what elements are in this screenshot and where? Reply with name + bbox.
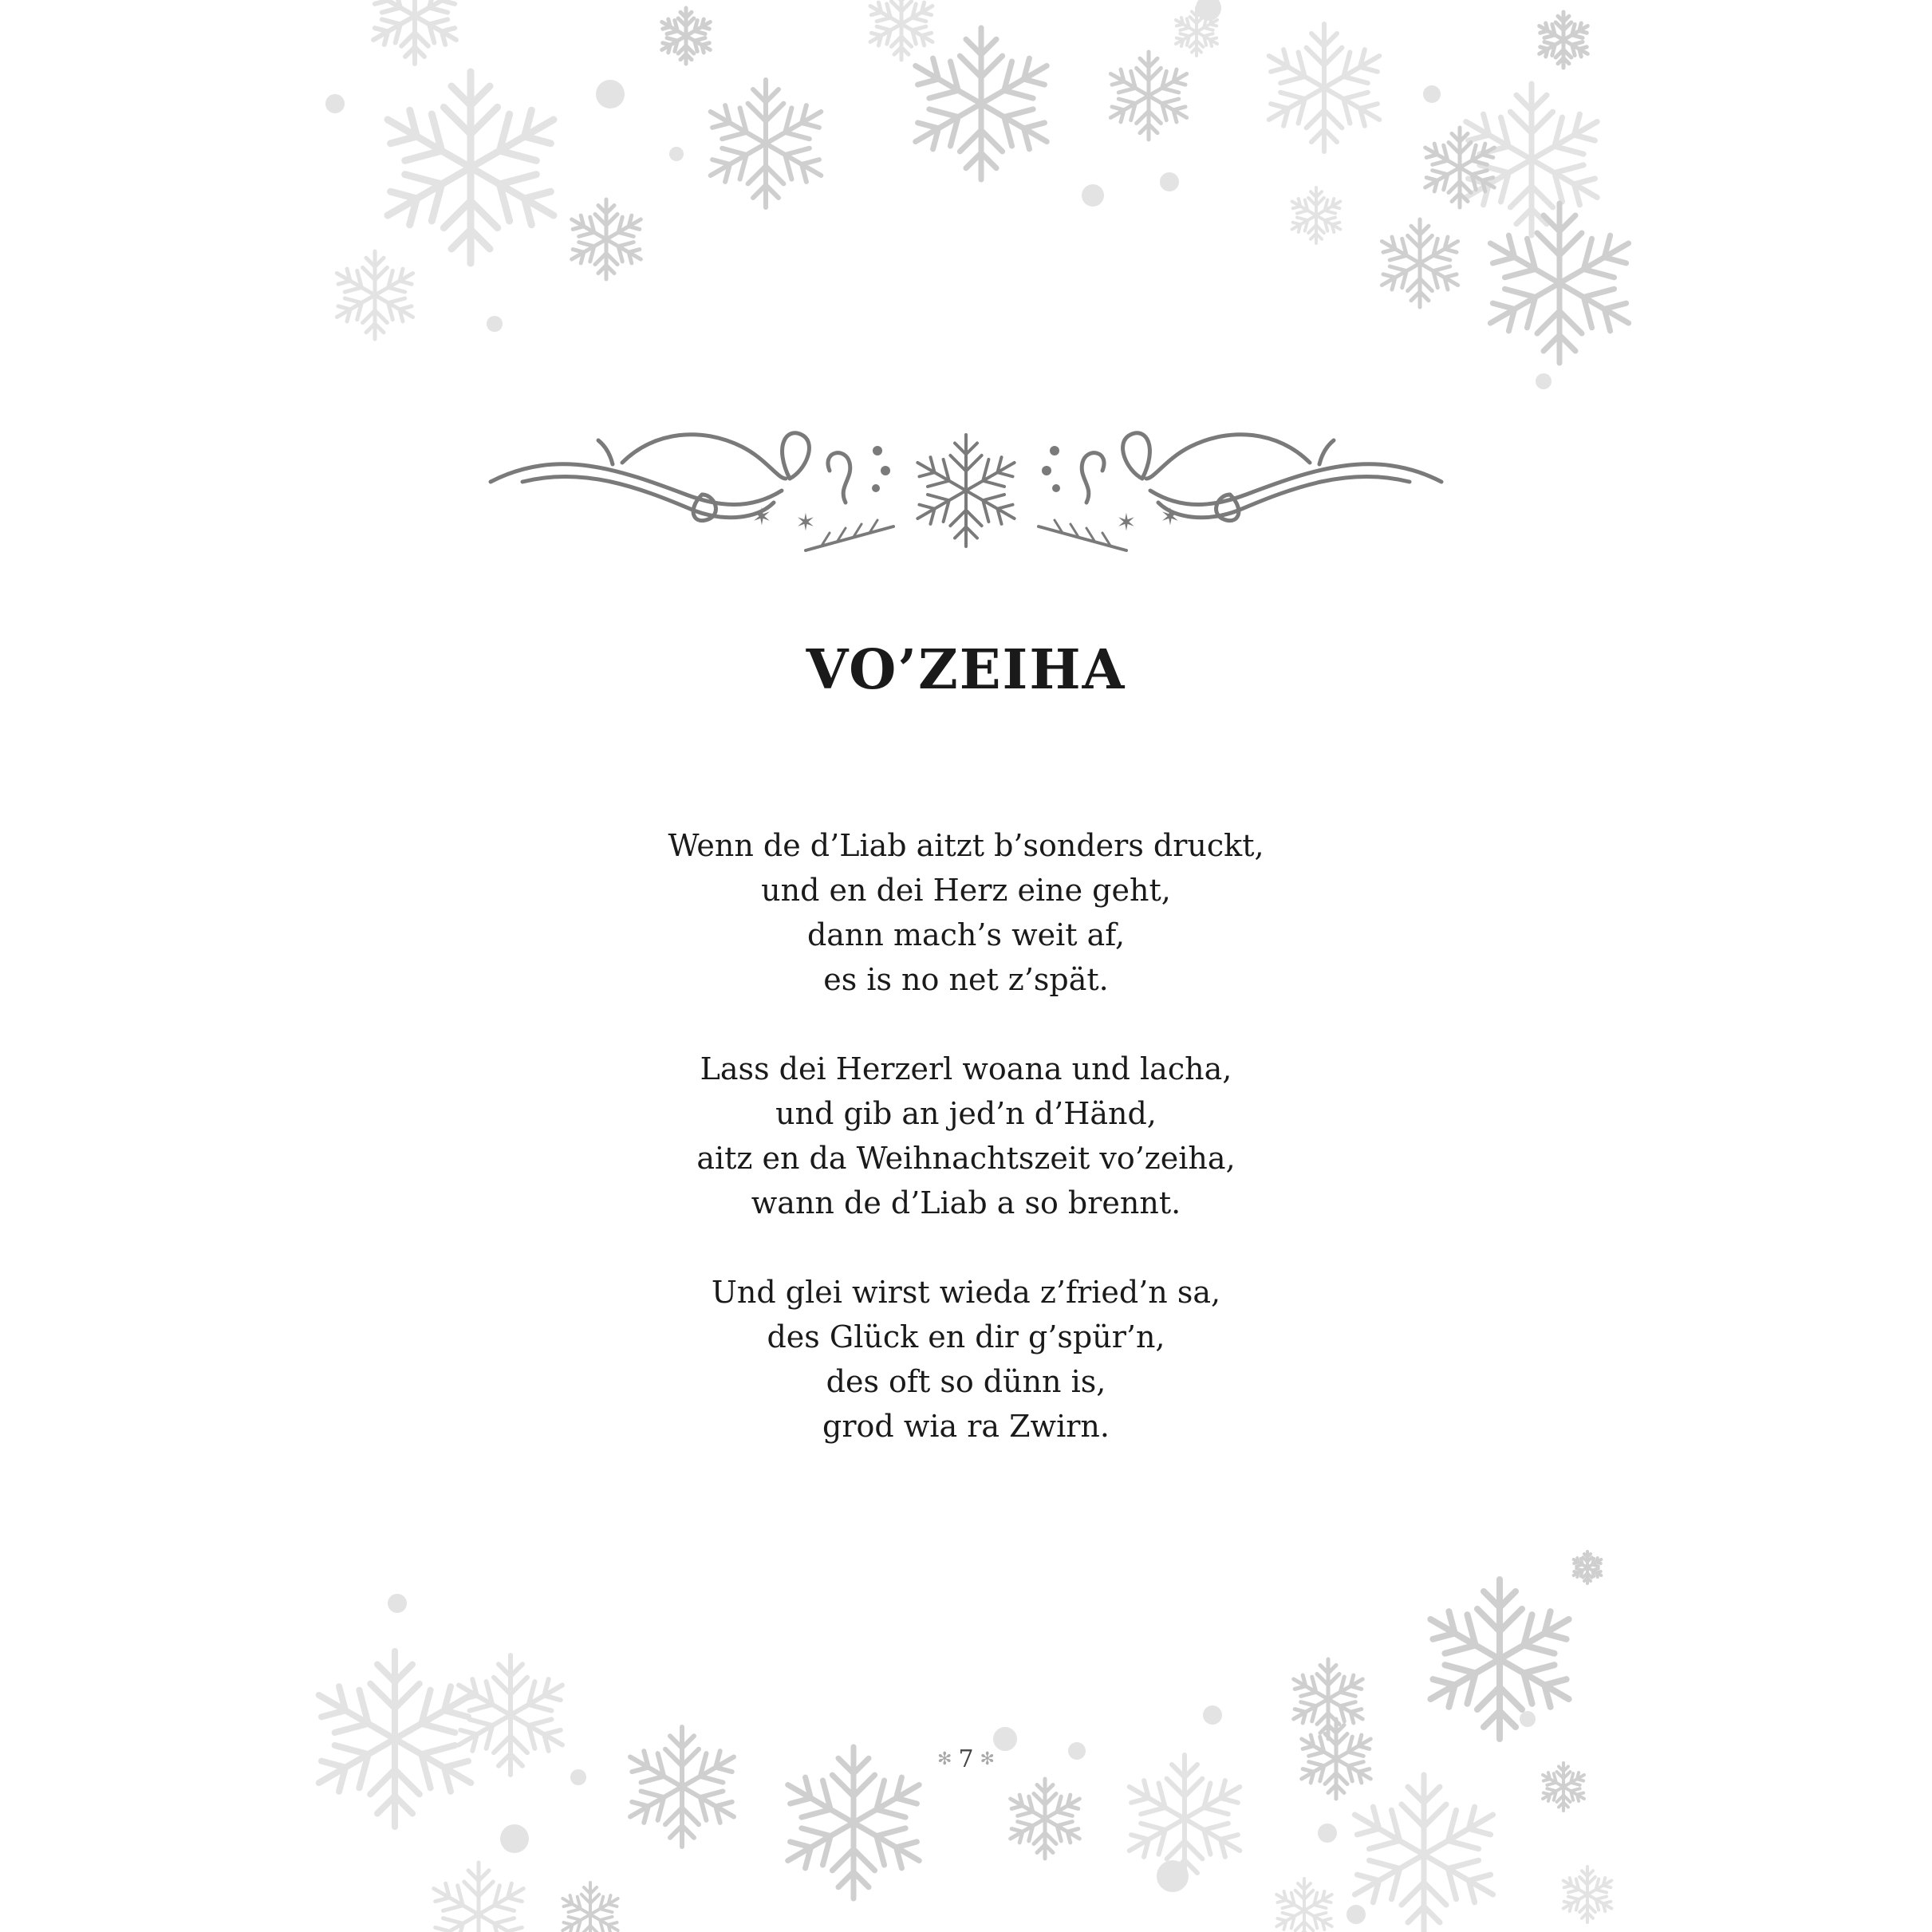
svg-text:✶: ✶: [1116, 509, 1137, 537]
svg-text:✶: ✶: [795, 509, 816, 537]
poem-line: Lass dei Herzerl woana und lacha,: [700, 1051, 1232, 1086]
poem-line: und gib an jed’n d’Händ,: [775, 1096, 1157, 1131]
poem-line: dann mach’s weit af,: [806, 917, 1126, 952]
poem-line: wann de d’Liab a so brennt.: [751, 1185, 1181, 1220]
poem-line: und en dei Herz eine geht,: [761, 873, 1171, 908]
page-number-footer: [0, 1745, 1932, 1773]
poem-line: Wenn de d’Liab aitzt b’sonders druckt,: [668, 828, 1264, 863]
poem-line: es is no net z’spät.: [823, 962, 1109, 997]
poem-body: [0, 823, 1932, 1493]
poem-line: des Glück en dir g’spür’n,: [767, 1319, 1165, 1354]
svg-text:✶: ✶: [1160, 503, 1181, 531]
snowflake-icon: ✻: [980, 1749, 995, 1769]
poem-line: des oft so dünn is,: [826, 1364, 1106, 1399]
poem-title: VO’ZEIHA: [806, 638, 1126, 702]
poem-line: aitz en da Weihnachtszeit vo’zeiha,: [696, 1141, 1236, 1176]
stanza: [0, 1270, 1932, 1449]
snowflake-icon: ✻: [937, 1749, 952, 1769]
svg-text:✶: ✶: [751, 503, 772, 531]
stanza: [0, 823, 1932, 1002]
poem-line: Und glei wirst wieda z’fried’n sa,: [711, 1275, 1221, 1310]
poem-line: grod wia ra Zwirn.: [822, 1409, 1110, 1444]
snowflake-icon: [910, 435, 1023, 546]
page-number: 7: [958, 1745, 974, 1773]
stanza: [0, 1047, 1932, 1225]
